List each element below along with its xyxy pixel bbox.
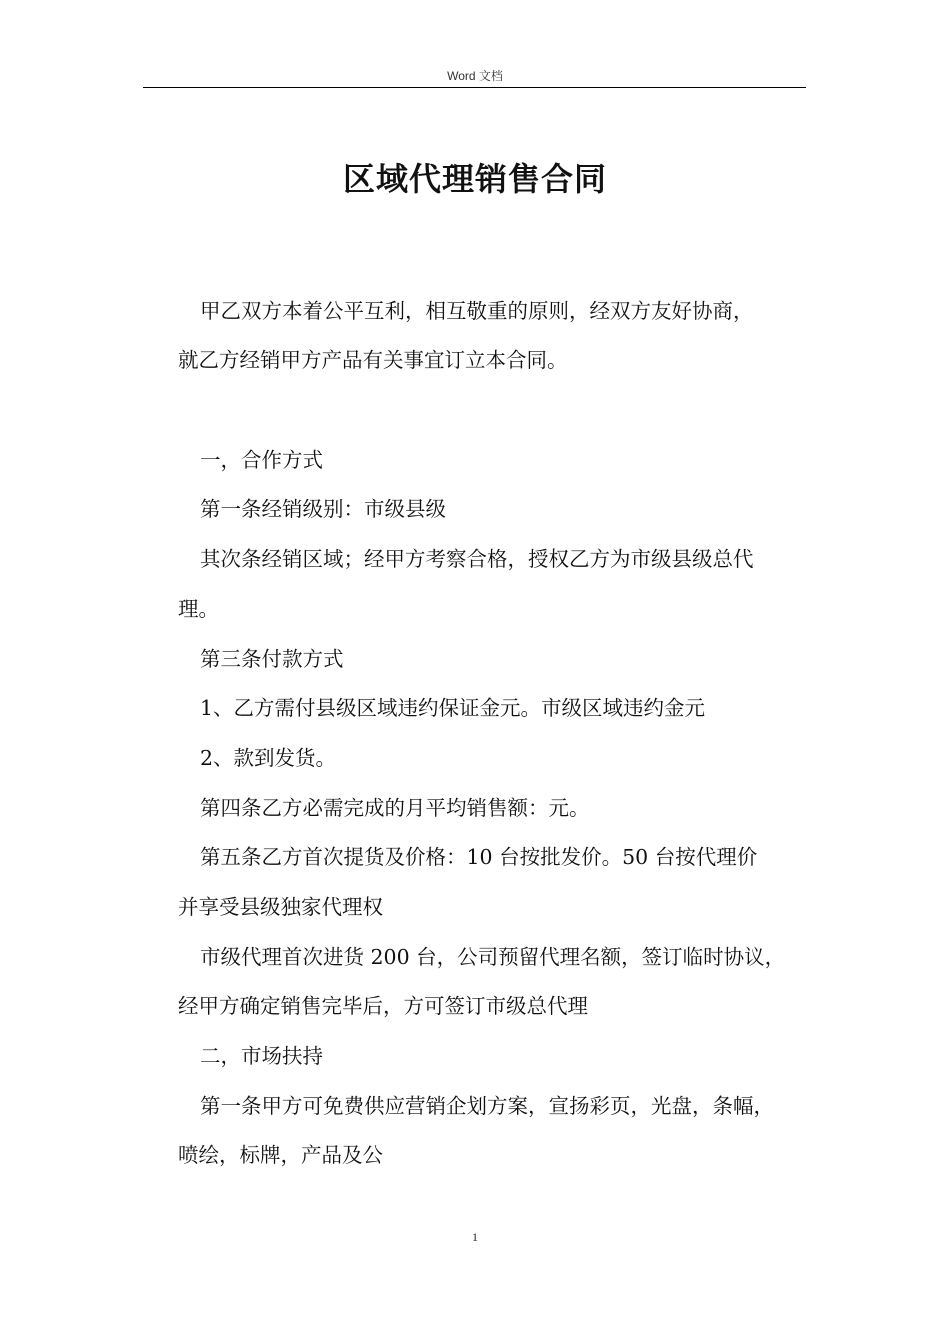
paragraph-line: 2、款到发货。 [200, 746, 337, 770]
paragraph-line: 第四条乙方必需完成的月平均销售额：元。 [200, 796, 590, 820]
paragraph-line: 第一条甲方可免费供应营销企划方案，宣扬彩页，光盘，条幅， [200, 1094, 774, 1118]
page-number: 1 [472, 1230, 478, 1244]
paragraph-line: 经甲方确定销售完毕后，方可签订市级总代理 [178, 994, 588, 1018]
paragraph-line: 就乙方经销甲方产品有关事宜订立本合同。 [178, 348, 568, 372]
document-title: 区域代理销售合同 [342, 160, 607, 198]
paragraph-line: 第五条乙方首次提货及价格：10 台按批发价。50 台按代理价 [200, 845, 758, 869]
paragraph-line: 第三条付款方式 [200, 647, 344, 671]
paragraph-line: 甲乙双方本着公平互利，相互敬重的原则，经双方友好协商， [200, 299, 754, 323]
section-heading: 二，市场扶持 [200, 1044, 323, 1068]
paragraph-line: 并享受县级独家代理权 [178, 895, 383, 919]
paragraph-line: 其次条经销区域；经甲方考察合格，授权乙方为市级县级总代 [200, 547, 754, 571]
header-label: Word 文档 [447, 69, 503, 83]
paragraph-line: 1、乙方需付县级区域违约保证金元。市级区域违约金元 [200, 696, 706, 720]
paragraph-line: 喷绘，标牌，产品及公 [178, 1143, 383, 1167]
header-divider [143, 87, 806, 88]
paragraph-line: 市级代理首次进货 200 台，公司预留代理名额，签订临时协议， [200, 945, 786, 969]
section-heading: 一，合作方式 [200, 448, 323, 472]
paragraph-line: 理。 [178, 597, 219, 621]
paragraph-line: 第一条经销级别：市级县级 [200, 497, 446, 521]
